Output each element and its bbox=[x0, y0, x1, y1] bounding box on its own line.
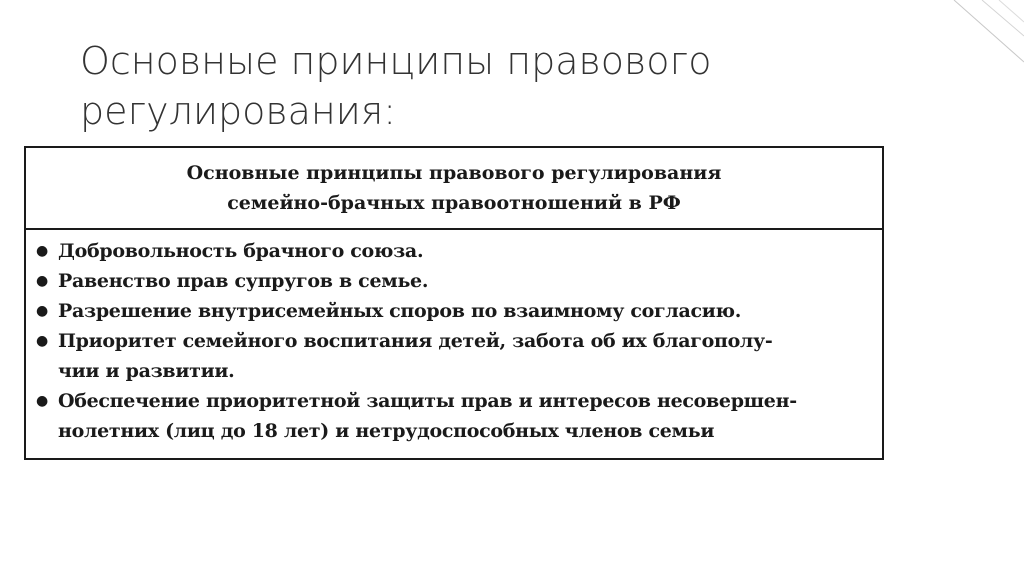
list-item bbox=[36, 266, 872, 296]
table-header-line-1: Основные принципы правового регулирования bbox=[186, 162, 722, 184]
list-item-text-continued: чии и развитии. bbox=[58, 360, 235, 382]
list-item bbox=[36, 296, 872, 326]
bullet-icon: ● bbox=[36, 303, 48, 319]
list-item bbox=[36, 386, 872, 446]
table-header bbox=[26, 148, 882, 230]
list-item-text: Обеспечение приоритетной защиты прав и интересов несовершен- bbox=[58, 390, 797, 412]
bullet-icon: ● bbox=[36, 333, 48, 349]
bullet-icon: ● bbox=[36, 393, 48, 409]
bullet-icon: ● bbox=[36, 243, 48, 259]
principles-table bbox=[24, 146, 884, 460]
slide-title-line-2: регулирования: bbox=[80, 89, 397, 133]
list-item-text: Равенство прав супругов в семье. bbox=[58, 270, 429, 292]
list-item-text: Приоритет семейного воспитания детей, забота об их благополу- bbox=[58, 330, 773, 352]
table-body bbox=[26, 230, 882, 446]
decorative-corner-lines bbox=[904, 0, 1024, 70]
table-header-line-2: семейно-брачных правоотношений в РФ bbox=[227, 192, 681, 214]
list-item bbox=[36, 326, 872, 386]
list-item-text: Разрешение внутрисемейных споров по взаимному согласию. bbox=[58, 300, 742, 322]
slide-title bbox=[80, 36, 880, 136]
bullet-icon: ● bbox=[36, 273, 48, 289]
slide-title-line-1: Основные принципы правового bbox=[80, 39, 712, 83]
list-item-text: Добровольность брачного союза. bbox=[58, 240, 424, 262]
list-item-text-continued: нолетних (лиц до 18 лет) и нетрудоспособных членов семьи bbox=[58, 420, 715, 442]
list-item bbox=[36, 236, 872, 266]
